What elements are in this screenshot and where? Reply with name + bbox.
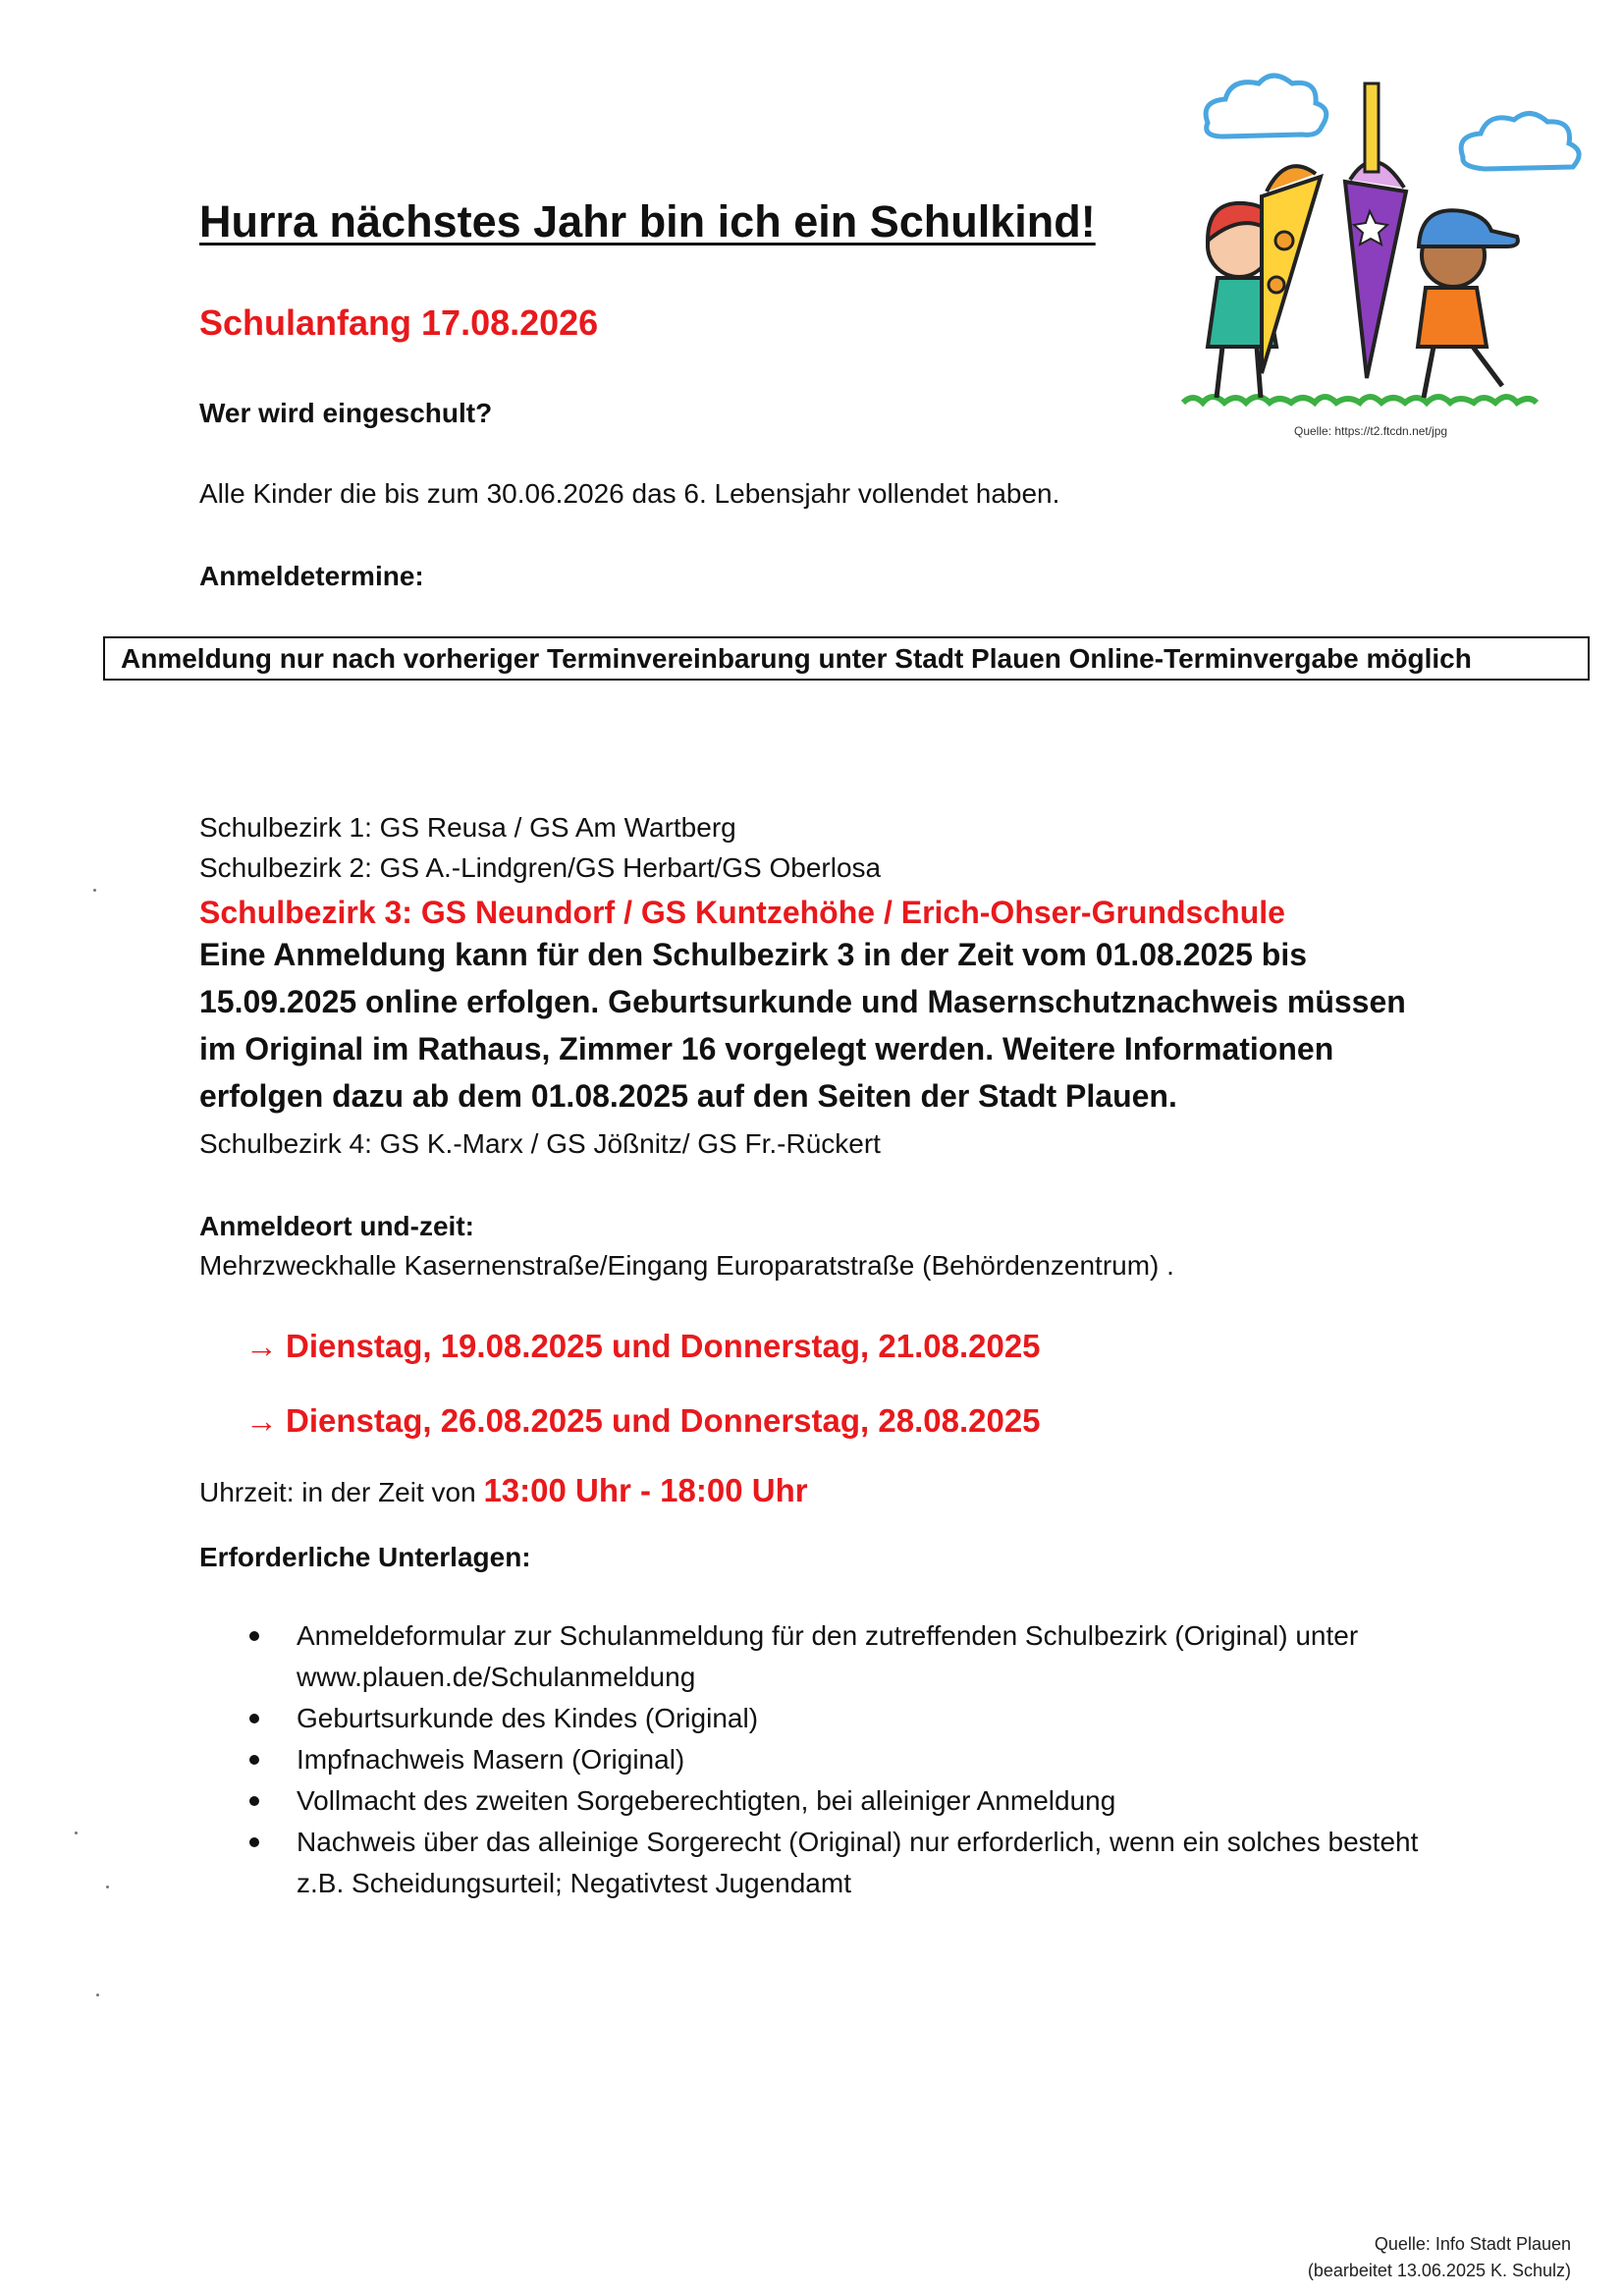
bullet-icon bbox=[249, 1755, 259, 1765]
time-line bbox=[199, 1468, 808, 1515]
bullet-icon bbox=[249, 1796, 259, 1806]
dates-heading: Anmeldetermine: bbox=[199, 561, 424, 591]
school-children-illustration bbox=[1168, 54, 1610, 417]
scan-speck bbox=[106, 1886, 109, 1888]
list-item bbox=[245, 1822, 1581, 1904]
time-value: 13:00 Uhr - 18:00 Uhr bbox=[483, 1472, 808, 1508]
time-label: Uhrzeit: in der Zeit von bbox=[199, 1477, 476, 1507]
district-3-notice-line: Eine Anmeldung kann für den Schulbezirk 3 in der Zeit vom 01.08.2025 bis bbox=[199, 937, 1308, 972]
scan-speck bbox=[96, 1994, 99, 1996]
scan-speck bbox=[93, 889, 96, 892]
list-item-text: Nachweis über das alleinige Sorgerecht (Original) nur erforderlich, wenn ein solches besteht bbox=[297, 1827, 1419, 1857]
image-source-credit: Quelle: https://t2.ftcdn.net/jpg bbox=[1294, 424, 1448, 438]
list-item bbox=[245, 1780, 1581, 1822]
arrow-right-icon: → bbox=[245, 1328, 278, 1364]
appointment-date-2-text: Dienstag, 26.08.2025 und Donnerstag, 28.08.2025 bbox=[286, 1402, 1041, 1439]
registration-form-url: www.plauen.de/Schulanmeldung bbox=[297, 1662, 696, 1692]
district-2: Schulbezirk 2: GS A.-Lindgren/GS Herbart/GS Oberlosa bbox=[199, 852, 882, 883]
bullet-icon bbox=[249, 1631, 259, 1641]
appointment-date-1-text: Dienstag, 19.08.2025 und Donnerstag, 21.08.2025 bbox=[286, 1328, 1041, 1364]
district-4: Schulbezirk 4: GS K.-Marx / GS Jößnitz/ GS Fr.-Rückert bbox=[199, 1128, 881, 1159]
clouds-illustration bbox=[1206, 76, 1579, 169]
appointment-date-2 bbox=[245, 1398, 1041, 1444]
list-item bbox=[245, 1698, 1581, 1739]
footer-source bbox=[1308, 2231, 1571, 2284]
footer-source-line: Quelle: Info Stadt Plauen bbox=[1374, 2234, 1571, 2254]
district-3-notice bbox=[199, 931, 1535, 1120]
appointment-date-1 bbox=[245, 1324, 1041, 1369]
arrow-right-icon: → bbox=[245, 1402, 278, 1439]
scan-speck bbox=[75, 1831, 78, 1834]
district-3-notice-line: 15.09.2025 online erfolgen. Geburtsurkunde und Masernschutznachweis müssen bbox=[199, 984, 1406, 1019]
school-start-date: Schulanfang 17.08.2026 bbox=[199, 302, 599, 343]
district-1: Schulbezirk 1: GS Reusa / GS Am Wartberg bbox=[199, 812, 736, 843]
page-title: Hurra nächstes Jahr bin ich ein Schulkind! bbox=[199, 196, 1096, 246]
bullet-icon bbox=[249, 1714, 259, 1723]
appointment-notice-box: Anmeldung nur nach vorheriger Terminvereinbarung unter Stadt Plauen Online-Terminvergabe möglich bbox=[103, 636, 1590, 681]
bullet-icon bbox=[249, 1837, 259, 1847]
list-item bbox=[245, 1739, 1581, 1780]
documents-heading: Erforderliche Unterlagen: bbox=[199, 1542, 531, 1572]
district-3: Schulbezirk 3: GS Neundorf / GS Kuntzehöhe / Erich-Ohser-Grundschule bbox=[199, 895, 1285, 930]
documents-list bbox=[245, 1615, 1581, 1904]
list-item-text: Vollmacht des zweiten Sorgeberechtigten, bei alleiniger Anmeldung bbox=[297, 1785, 1116, 1816]
list-item-text: Geburtsurkunde des Kindes (Original) bbox=[297, 1703, 759, 1733]
list-item-text: z.B. Scheidungsurteil; Negativtest Jugendamt bbox=[297, 1868, 851, 1898]
location-text: Mehrzweckhalle Kasernenstraße/Eingang Europaratstraße (Behördenzentrum) . bbox=[199, 1250, 1174, 1281]
district-3-notice-line: im Original im Rathaus, Zimmer 16 vorgelegt werden. Weitere Informationen bbox=[199, 1031, 1334, 1066]
location-heading: Anmeldeort und-zeit: bbox=[199, 1211, 474, 1241]
who-heading: Wer wird eingeschult? bbox=[199, 398, 493, 428]
list-item-text: Impfnachweis Masern (Original) bbox=[297, 1744, 685, 1775]
district-3-notice-line: erfolgen dazu ab dem 01.08.2025 auf den Seiten der Stadt Plauen. bbox=[199, 1078, 1177, 1114]
who-text: Alle Kinder die bis zum 30.06.2026 das 6. Lebensjahr vollendet haben. bbox=[199, 478, 1060, 509]
list-item bbox=[245, 1615, 1581, 1698]
list-item-text: Anmeldeformular zur Schulanmeldung für den zutreffenden Schulbezirk (Original) unter bbox=[297, 1620, 1359, 1651]
footer-edit-note: (bearbeitet 13.06.2025 K. Schulz) bbox=[1307, 2261, 1571, 2280]
